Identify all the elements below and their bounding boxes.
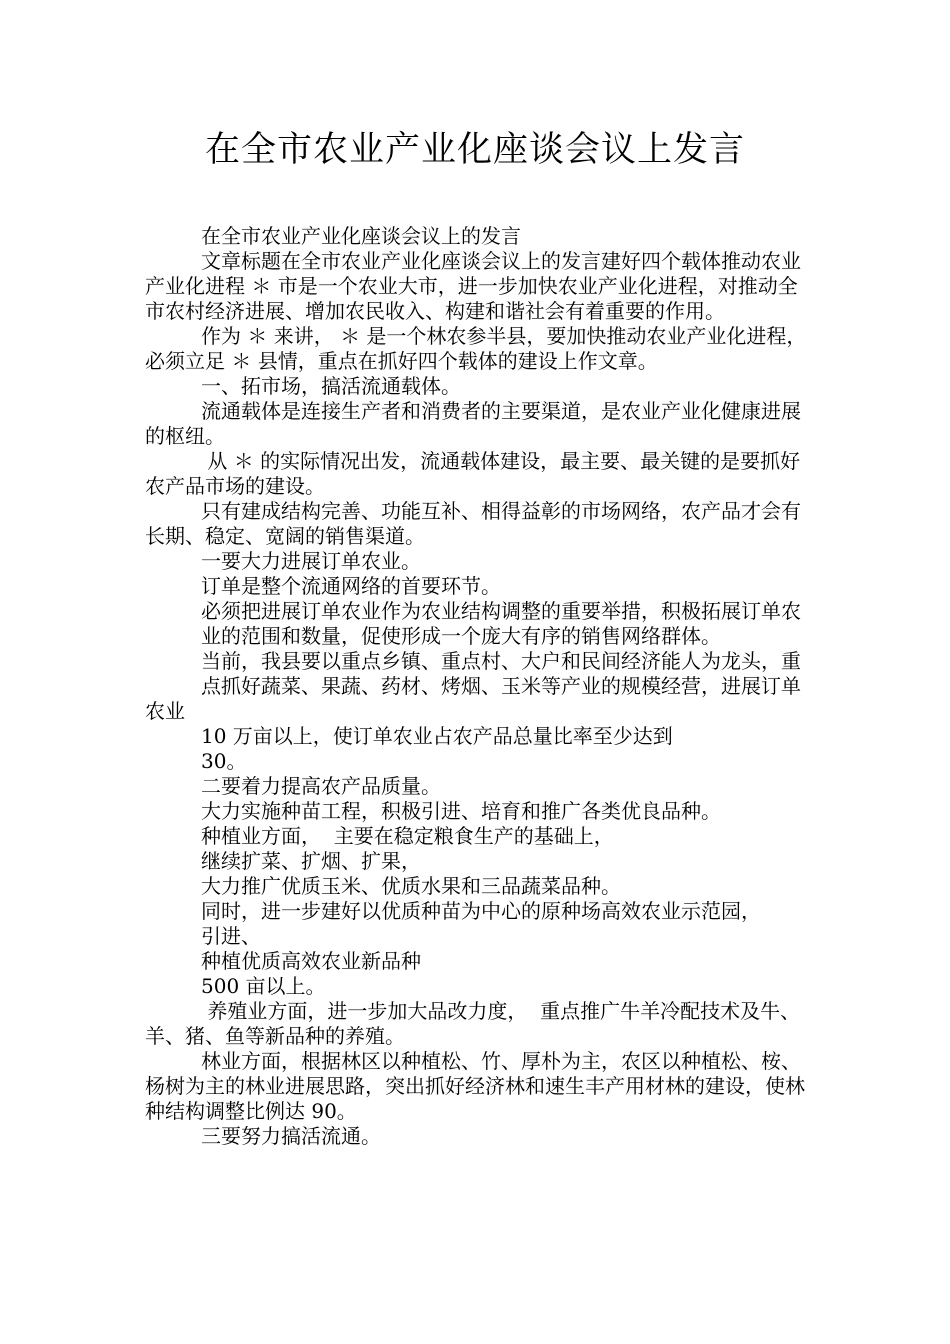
paragraph: 种植业方面， 主要在稳定粮食生产的基础上， <box>201 824 614 848</box>
paragraph: 继续扩菜、扩烟、扩果， <box>201 849 421 873</box>
paragraph: 二要着力提高农产品质量。 <box>201 774 441 798</box>
paragraph: 养殖业方面，进一步加大品改力度， 重点推广牛羊冷配技术及牛、 羊、猪、鱼等新品种的养殖。 <box>145 999 807 1048</box>
paragraph: 三要努力搞活流通。 <box>201 1124 381 1148</box>
paragraph: 同时，进一步建好以优质种苗为中心的原种场高效农业示范园， <box>201 899 761 923</box>
paragraph: 林业方面，根据林区以种植松、竹、厚朴为主，农区以种植松、桉、杨树为主的林业进展思路，突出抓好经济林和速生丰产用材林的建设，使林种结构调整比例达 90。 <box>145 1049 805 1123</box>
paragraph: 30。 <box>201 749 247 773</box>
paragraph: 500 亩以上。 <box>201 974 326 998</box>
paragraph: 必须把进展订单农业作为农业结构调整的重要举措，积极拓展订单农 <box>201 599 801 623</box>
paragraph: 引进、 <box>201 924 261 948</box>
paragraph: 订单是整个流通网络的首要环节。 <box>201 574 501 598</box>
paragraph: 业的范围和数量，促使形成一个庞大有序的销售网络群体。 <box>201 624 721 648</box>
paragraph: 一要大力进展订单农业。 <box>201 549 421 573</box>
paragraph: 当前，我县要以重点乡镇、重点村、大户和民间经济能人为龙头，重 <box>201 649 801 673</box>
paragraph: 只有建成结构完善、功能互补、相得益彰的市场网络，农产品才会有长期、稳定、宽阔的销售渠道。 <box>145 499 801 548</box>
paragraph: 10 万亩以上，使订单农业占农产品总量比率至少达到 <box>201 724 673 748</box>
paragraph: 一、拓市场，搞活流通载体。 <box>201 374 461 398</box>
paragraph: 大力实施种苗工程，积极引进、培育和推广各类优良品种。 <box>201 799 721 823</box>
paragraph: 文章标题在全市农业产业化座谈会议上的发言建好四个载体推动农业产业化进程 ＊ 市是一个农业大市，进一步加快农业产业化进程，对推动全市农村经济进展、增加农民收入、构建和谐社会有着重要的作用。 <box>145 249 801 323</box>
paragraph: 种植优质高效农业新品种 <box>201 949 421 973</box>
paragraph: 大力推广优质玉米、优质水果和三品蔬菜品种。 <box>201 874 621 898</box>
document-body <box>145 224 815 1149</box>
paragraph: 从 ＊ 的实际情况出发，流通载体建设，最主要、最关键的是要抓好农产品市场的建设。 <box>145 449 801 498</box>
document-title: 在全市农业产业化座谈会议上发言 <box>204 130 745 170</box>
paragraph: 点抓好蔬菜、果蔬、药材、烤烟、玉米等产业的规模经营，进展订单农业 <box>145 674 801 723</box>
paragraph: 作为 ＊ 来讲， ＊ 是一个林农参半县，要加快推动农业产业化进程，必须立足 ＊ 县情，重点在抓好四个载体的建设上作文章。 <box>145 324 807 373</box>
paragraph: 流通载体是连接生产者和消费者的主要渠道，是农业产业化健康进展的枢纽。 <box>145 399 801 448</box>
paragraph: 在全市农业产业化座谈会议上的发言 <box>201 224 521 248</box>
